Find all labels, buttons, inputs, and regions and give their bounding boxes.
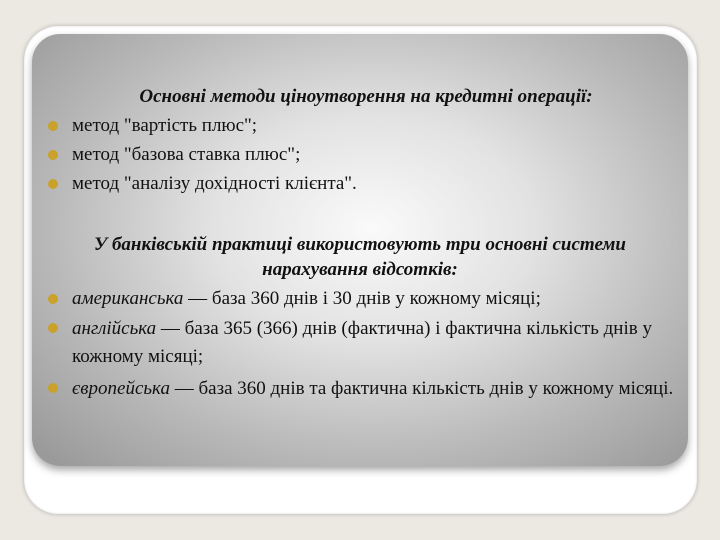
system-term: англійська xyxy=(72,318,157,339)
system-term: американська xyxy=(72,288,184,309)
system-text: — база 365 (366) днів (фактична) і фактична кількість днів у кожному місяці; xyxy=(72,318,652,367)
list-item xyxy=(42,315,678,371)
list-item xyxy=(42,142,678,167)
bullet-icon xyxy=(48,383,58,393)
list-item xyxy=(42,113,678,138)
method-text: метод "аналізу дохідності клієнта". xyxy=(72,173,357,194)
methods-list xyxy=(42,113,678,196)
list-item xyxy=(42,171,678,196)
systems-heading: У банківській практиці використовують три основні системи нарахування відсотків: xyxy=(93,234,627,280)
list-item xyxy=(42,286,678,311)
method-text: метод "базова ставка плюс"; xyxy=(72,144,301,165)
systems-list xyxy=(42,286,678,403)
system-text: — база 360 днів і 30 днів у кожному місяці; xyxy=(183,288,541,309)
slide-content xyxy=(42,84,678,407)
system-text: — база 360 днів та фактична кількість днів у кожному місяці. xyxy=(169,378,674,399)
bullet-icon xyxy=(48,179,58,189)
bullet-icon xyxy=(48,323,58,333)
system-term: європейська xyxy=(72,378,170,399)
bullet-icon xyxy=(48,294,58,304)
methods-heading: Основні методи ціноутворення на кредитні операції: xyxy=(139,86,593,107)
bullet-icon xyxy=(48,150,58,160)
bullet-icon xyxy=(48,121,58,131)
method-text: метод "вартість плюс"; xyxy=(72,115,258,136)
spacer xyxy=(42,200,678,232)
list-item xyxy=(42,375,678,403)
